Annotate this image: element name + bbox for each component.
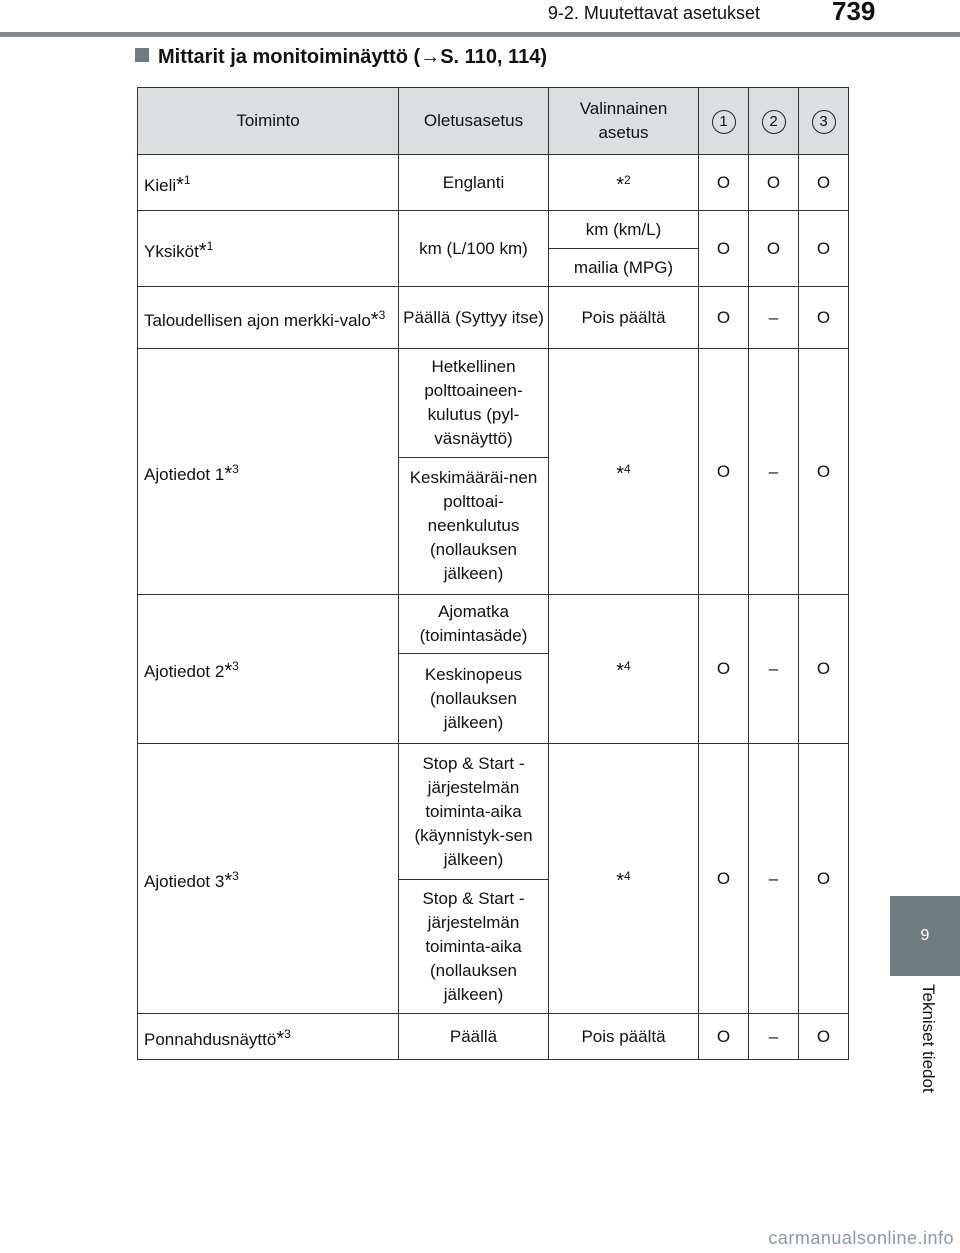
circled-number-1: 1 xyxy=(712,110,736,134)
option-cell: *$^2$ xyxy=(549,155,699,211)
default-cell: Englanti xyxy=(399,155,549,211)
option-cell: Pois päältä xyxy=(549,1014,699,1060)
mode-cell-1: O xyxy=(699,287,749,349)
mode-cell-3: O xyxy=(799,1014,849,1060)
mode-cell-1: O xyxy=(699,1014,749,1060)
default-cell: Keskinopeus (nollauksen jälkeen) xyxy=(399,654,549,744)
mode-cell-1: O xyxy=(699,211,749,287)
circled-number-3: 3 xyxy=(812,110,836,134)
col-header-function: Toiminto xyxy=(138,88,399,155)
mode-cell-1: O xyxy=(699,595,749,744)
table-row xyxy=(138,744,849,880)
settings-table xyxy=(137,87,849,1060)
default-cell: Ajomatka (toimintasäde) xyxy=(399,595,549,654)
col-header-1 xyxy=(699,88,749,155)
option-cell: Pois päältä xyxy=(549,287,699,349)
table-row xyxy=(138,155,849,211)
mode-cell-2: – xyxy=(749,349,799,595)
mode-cell-2: – xyxy=(749,1014,799,1060)
function-cell: Ajotiedot 2*$^3$ xyxy=(138,595,399,744)
mode-cell-3: O xyxy=(799,349,849,595)
col-header-3 xyxy=(799,88,849,155)
function-cell: Ponnahdusnäyttö*$^3$ xyxy=(138,1014,399,1060)
circled-number-2: 2 xyxy=(762,110,786,134)
col-header-default: Oletusasetus xyxy=(399,88,549,155)
mode-cell-2: O xyxy=(749,211,799,287)
table-row xyxy=(138,211,849,249)
mode-cell-2: – xyxy=(749,744,799,1014)
function-cell: Kieli*$^1$ xyxy=(138,155,399,211)
chapter-label: Tekniset tiedot xyxy=(919,984,938,1093)
watermark: carmanualsonline.info xyxy=(768,1228,954,1248)
table-row xyxy=(138,1014,849,1060)
mode-cell-3: O xyxy=(799,287,849,349)
default-cell: km (L/100 km) xyxy=(399,211,549,287)
function-cell: Ajotiedot 3*$^3$ xyxy=(138,744,399,1014)
default-cell: Hetkellinen polttoaineen-kulutus (pyl-väsnäyttö) xyxy=(399,349,549,458)
default-cell: Päällä (Syttyy itse) xyxy=(399,287,549,349)
option-cell: mailia (MPG) xyxy=(549,249,699,287)
chapter-tab: 9 xyxy=(890,896,960,976)
mode-cell-2: – xyxy=(749,287,799,349)
col-header-2 xyxy=(749,88,799,155)
function-cell: Ajotiedot 1*$^3$ xyxy=(138,349,399,595)
default-cell: Stop & Start -järjestelmän toiminta-aika (käynnistyk-sen jälkeen) xyxy=(399,744,549,880)
option-cell: *$^4$ xyxy=(549,744,699,1014)
option-cell: *$^4$ xyxy=(549,349,699,595)
mode-cell-3: O xyxy=(799,211,849,287)
table-row xyxy=(138,287,849,349)
option-cell: km (km/L) xyxy=(549,211,699,249)
table-row xyxy=(138,595,849,654)
function-cell: Yksiköt*$^1$ xyxy=(138,211,399,287)
mode-cell-2: – xyxy=(749,595,799,744)
mode-cell-3: O xyxy=(799,744,849,1014)
page-number: 739 xyxy=(832,0,876,26)
section-title: 9-2. Muutettavat asetukset xyxy=(547,3,760,23)
option-cell: *$^4$ xyxy=(549,595,699,744)
mode-cell-2: O xyxy=(749,155,799,211)
col-header-option: Valinnainen asetus xyxy=(549,88,699,155)
default-cell: Stop & Start -järjestelmän toiminta-aika (nollauksen jälkeen) xyxy=(399,880,549,1014)
table-row xyxy=(138,349,849,458)
section-heading: Mittarit ja monitoiminäyttö (→S. 110, 114) xyxy=(135,46,547,69)
default-cell: Keskimääräi-nen polttoai-neenkulutus (nollauksen jälkeen) xyxy=(399,458,549,595)
default-cell: Päällä xyxy=(399,1014,549,1060)
table-header-row xyxy=(138,88,849,155)
mode-cell-3: O xyxy=(799,155,849,211)
function-cell: Taloudellisen ajon merkki-valo*$^3$ xyxy=(138,287,399,349)
header-rule xyxy=(0,32,960,37)
mode-cell-1: O xyxy=(699,349,749,595)
square-bullet-icon xyxy=(135,48,149,62)
mode-cell-1: O xyxy=(699,744,749,1014)
mode-cell-1: O xyxy=(699,155,749,211)
mode-cell-3: O xyxy=(799,595,849,744)
